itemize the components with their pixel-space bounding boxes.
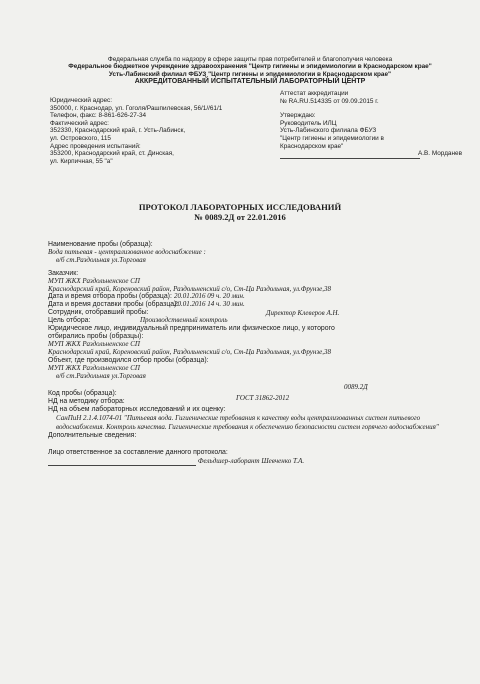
sample-name-label: Наименование пробы (образца): [48, 241, 153, 248]
responsible-row [48, 457, 468, 466]
object-location: в/б ст.Раздольная ул.Торговая [56, 371, 146, 380]
responsible-signature-line [48, 457, 196, 466]
purpose-label: Цель отбора: [48, 317, 91, 325]
approve-label: Утверждаю: [280, 112, 316, 120]
responsible-name: Фельдшер-лаборант Шевченко Т.А. [197, 457, 305, 466]
sampler-value: Директор Клеверов А.Н. [266, 309, 340, 318]
phone-fax: Телефон, факс: 8-861-626-27-34 [50, 112, 147, 120]
sampling-datetime-value: 20.01.2016 09 ч. 20 мин. [174, 292, 245, 301]
actual-address-label: Фактический адрес: [50, 119, 109, 127]
legal-address-value: 350000, г. Краснодар, ул. Гоголя/Рашпилевская, 56/1//61/1 [50, 104, 223, 112]
purpose-row [48, 317, 468, 325]
purpose-value: Производственный контроль [140, 316, 228, 325]
approver-name: А.В. Морданев [418, 150, 462, 158]
delivery-datetime-value: 20.01.2016 14 ч. 30 мин. [174, 300, 245, 309]
approver-title-3: "Центр гигиены и эпидемиологии в [280, 134, 384, 142]
test-address-line2: ул. Кирпичная, 55 "а" [50, 157, 113, 165]
delivery-datetime-label: Дата и время доставки пробы (образца): [48, 301, 179, 309]
protocol-number: № 0089.2Д от 22.01.2016 [194, 212, 286, 222]
sampled-entity-label-1: Юридическое лицо, индивидуальный предприниматель или физическое лицо, у которого [48, 325, 335, 333]
scope-label: НД на объем лабораторных исследований и их оценку: [48, 406, 226, 414]
sample-location: в/б ст.Раздольная ул.Торговая [56, 255, 146, 264]
approver-title-1: Руководитель ИЛЦ [280, 119, 337, 127]
sampler-row [48, 309, 468, 317]
header-institution: Федеральное бюджетное учреждение здравоохранения "Центр гигиены и эпидемиологии в Краснодарском крае" [68, 63, 432, 71]
sample-code-value: 0089.2Д [344, 383, 368, 392]
protocol-title [0, 202, 480, 222]
protocol-body [48, 241, 468, 466]
sampling-method-label: НД на методику отбора: [48, 398, 125, 406]
sampling-method-value: ГОСТ 31862-2012 [236, 394, 290, 403]
protocol-title-main: ПРОТОКОЛ ЛАБОРАТОРНЫХ ИССЛЕДОВАНИЙ [138, 202, 342, 212]
test-address-line1: 353200, Краснодарский край, ст. Динская, [50, 150, 174, 158]
header-lab-center: АККРЕДИТОВАННЫЙ ИСПЫТАТЕЛЬНЫЙ ЛАБОРАТОРНЫЙ ЦЕНТР [134, 78, 366, 86]
object-label: Объект, где производился отбор пробы (образца): [48, 356, 209, 364]
accreditation-number: № RA.RU.514335 от 09.09.2015 г. [280, 97, 379, 105]
responsible-label: Лицо ответственное за составление данного протокола: [48, 449, 228, 457]
object-name: МУП ЖКХ Раздольненское СП [48, 363, 140, 372]
approver-title-2: Усть-Лабинского филиала ФБУЗ [280, 127, 377, 135]
approver-signature-line [280, 150, 420, 159]
header-agency: Федеральная служба по надзору в сфере защиты прав потребителей и благополучия человека [107, 56, 393, 63]
sampled-entity-label-2: отбирались пробы (образцы): [48, 332, 144, 340]
address-block [50, 97, 222, 165]
sample-code-label: Код пробы (образца): [48, 390, 117, 398]
legal-address-label: Юридический адрес: [50, 97, 113, 104]
customer-name: МУП ЖКХ Раздольненское СП [48, 276, 140, 285]
sampled-entity-address: Краснодарский край, Кореновский район, Раздольненский с/о, Ст-Ца Раздольная, ул.Фрунзе,38 [48, 347, 331, 356]
organization-header [30, 56, 470, 86]
sampled-entity-name: МУП ЖКХ Раздольненское СП [48, 339, 140, 348]
sampling-datetime-label: Дата и время отбора пробы (образца): [48, 293, 172, 301]
header-branch: Усть-Лабинский филиал ФБУЗ "Центр гигиены и эпидемиологии в Краснодарском крае" [108, 70, 392, 78]
test-address-label: Адрес проведения испытаний: [50, 142, 141, 150]
customer-address: Краснодарский край, Кореновский район, Раздольненский с/о, Ст-Ца Раздольная, ул.Фрунзе,38 [48, 284, 331, 293]
additional-info-label: Дополнительные сведения: [48, 432, 137, 440]
approval-block [280, 90, 462, 158]
accreditation-label: Аттестат аккредитации [280, 90, 349, 97]
scope-value: СанПиН 2.1.4.1074-01 "Питьевая вода. Гигиенические требования к качеству воды централизованных систем питьевого водоснабжения. Контроль качества. Гигиенические требования к обеспечению безопасности систем горячего водоснабжения" [56, 414, 439, 431]
actual-address-line1: 352330, Краснодарский край, г. Усть-Лабинск, [50, 127, 186, 135]
actual-address-line2: ул. Островского, 115 [50, 134, 111, 142]
sample-name-value: Вода питьевая - централизованное водоснабжение : [48, 247, 206, 256]
customer-label: Заказчик: [48, 269, 79, 277]
sampler-label: Сотрудник, отобравший пробы: [48, 309, 149, 317]
approver-title-4: Краснодарском крае" [280, 142, 344, 150]
